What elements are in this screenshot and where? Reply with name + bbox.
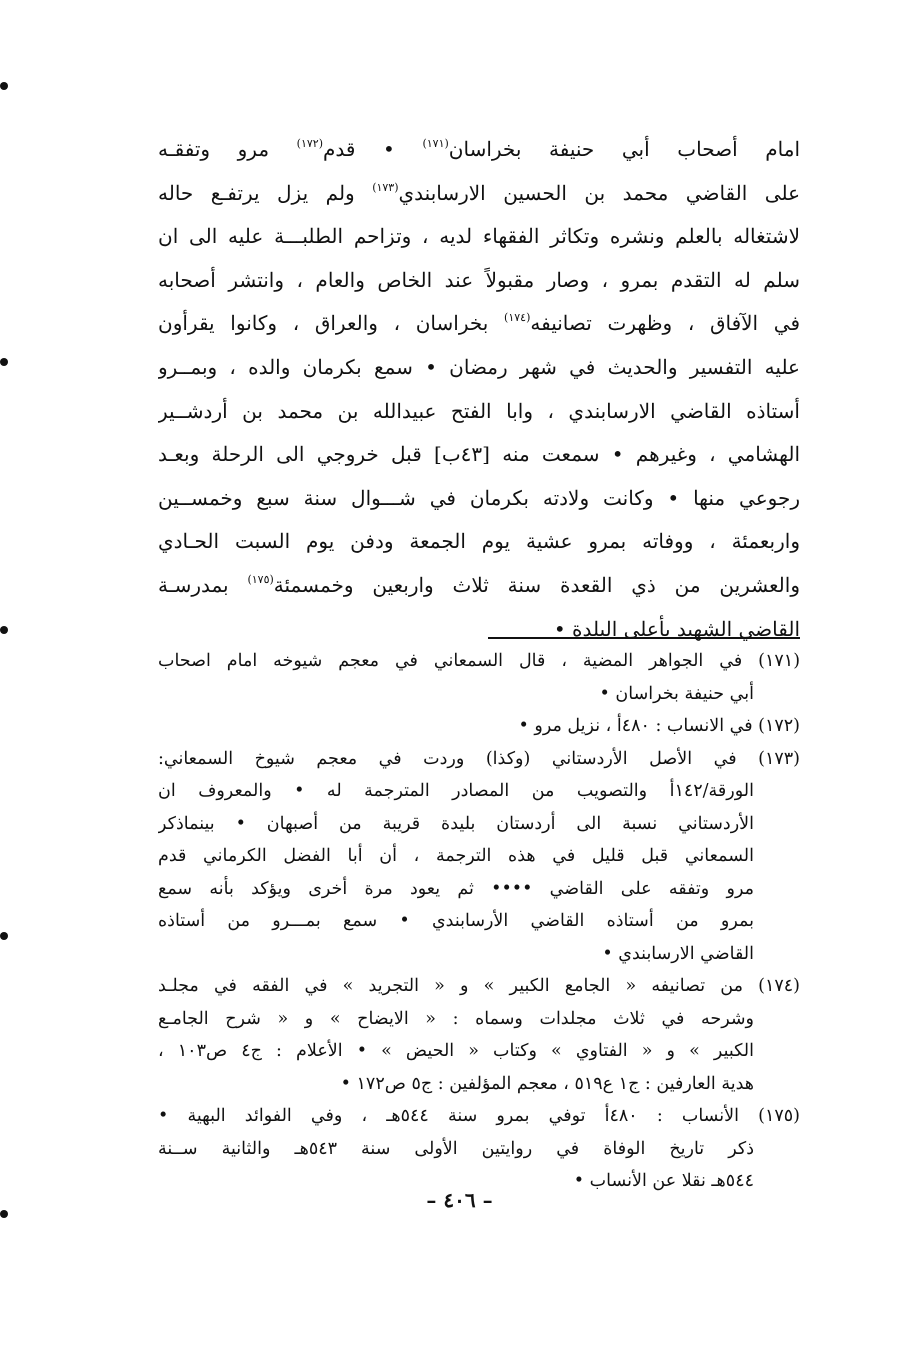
footnote-173-cont: السمعاني قبل قليل في هذه الترجمة ، أن أبا الفضل الكرماني قدم [158,846,754,866]
footnote-175-cont: ذكر تاريخ الوفاة في روايتين الأولى سنة ٥٤٣هـ والثانية ســنة [158,1138,754,1159]
footnote-174: (١٧٤) من تصانيفه « الجامع الكبير » و « التجريد » في الفقه في مجلـد [158,976,800,996]
footnote-ref-171: (١٧١) [422,137,449,150]
footnote-173-cont: بمرو من أستاذه القاضي الأرسابندي • سمع بمـــرو من أستاذه [158,911,754,931]
text-line: عليه التفسير والحديث في شهر رمضان • سمع بكرمان والده ، وبمــرو [158,354,800,379]
footnote-174-cont: الكبير » و « الفتاوي » وكتاب « الحيض » • الأعلام : ج٤ ص١٠٣ ، [158,1041,754,1061]
text-line: القاضي الشهيد بأعلى البلدة • [553,616,800,641]
footnote-175: (١٧٥) الأنساب : ٤٨٠أ توفي بمرو سنة ٥٤٤هـ ، وفي الفوائد البهية • [158,1106,800,1126]
footnote-173: (١٧٣) في الأصل الأردستاني (وكذا) وردت في معجم شيوخ السمعاني: [158,748,800,769]
footnote-ref-173: (١٧٣) [372,180,399,194]
footnote-ref-172: (١٧٢) [296,137,323,150]
text-line: على القاضي محمد بن الحسين الارسابندي$^{(١٧٣)}$ ولم يزل يرتفـع حاله [158,180,800,205]
text-line: أستاذه القاضي الارسابندي ، وابا الفتح عبيدالله بن محمد بن أردشــير [158,398,800,423]
footnote-172: (١٧٢) في الانساب : ٤٨٠أ ، نزيل مرو • [518,716,800,736]
footnote-174-cont: هدية العارفين : ج١ ع٥١٩ ، معجم المؤلفين : ج٥ ص١٧٢ • [340,1073,754,1094]
page-number: – ٤٠٦ – [426,1188,493,1212]
text-line: امام أصحاب أبي حنيفة بخراسان$^{(١٧١)}$ • قدم$^{(١٧٢)}$ مرو وتفقـه [158,137,800,161]
text-line: في الآفاق ، وظهرت تصانيفه$^{(١٧٤)}$ بخراسان ، والعراق ، وكانوا يقرأون [158,311,800,336]
text-line: رجوعي منها • وكانت ولادته بكرمان في شـــوال سنة سبع وخمســين [158,485,800,510]
text-line: لاشتغاله بالعلم ونشره وتكاثر الفقهاء لديه ، وتزاحم الطلبـــة عليه الى ان [158,224,800,249]
footnote-171-cont: أبي حنيفة بخراسان • [599,683,754,704]
main-text [158,128,800,651]
footnote-173-cont: الورقة/١٤٢أ والتصويب من المصادر المترجمة له • والمعروف ان [158,781,754,801]
scan-margin-mark [0,82,8,90]
footnote-173-cont: مرو وتفقه على القاضي •••• ثم يعود مرة أخرى ويؤكد بأنه سمع [158,878,754,899]
footnotes [158,645,800,1198]
footnote-171: (١٧١) في الجواهر المضية ، قال السمعاني في معجم شيوخه امام اصحاب [158,651,800,671]
footnote-separator [488,637,800,639]
text-line: سلم له التقدم بمرو ، وصار مقبولاً عند الخاص والعام ، وانتشر أصحابه [158,267,800,292]
scan-margin-mark [0,626,8,634]
footnote-175-cont: ٥٤٤هـ نقلا عن الأنساب • [573,1171,754,1191]
footnote-ref-175: (١٧٥) [247,572,274,586]
text-line: واربعمئة ، ووفاته بمرو عشية يوم الجمعة ودفن يوم السبت الحـادي [158,529,800,554]
footnote-ref-174: (١٧٤) [504,311,531,325]
footnote-174-cont: وشرحه في ثلاث مجلدات وسماه : « الايضاح » و « شرح الجامـع [158,1008,754,1029]
footnote-173-cont: الأردستاني نسبة الى أردستان بليدة قريبة من أصبهان • بينماذكر [158,813,754,834]
footnote-173-cont: القاضي الارسابندي • [602,943,754,964]
text-line: الهشامي ، وغيرهم • سمعت منه [٤٣ب] قبل خروجي الى الرحلة وبعـد [158,442,800,467]
scan-margin-mark [0,358,8,366]
scan-margin-mark [0,932,8,940]
text-line: والعشرين من ذي القعدة سنة ثلاث واربعين وخمسمئة$^{(١٧٥)}$ بمدرسـة [158,572,800,597]
